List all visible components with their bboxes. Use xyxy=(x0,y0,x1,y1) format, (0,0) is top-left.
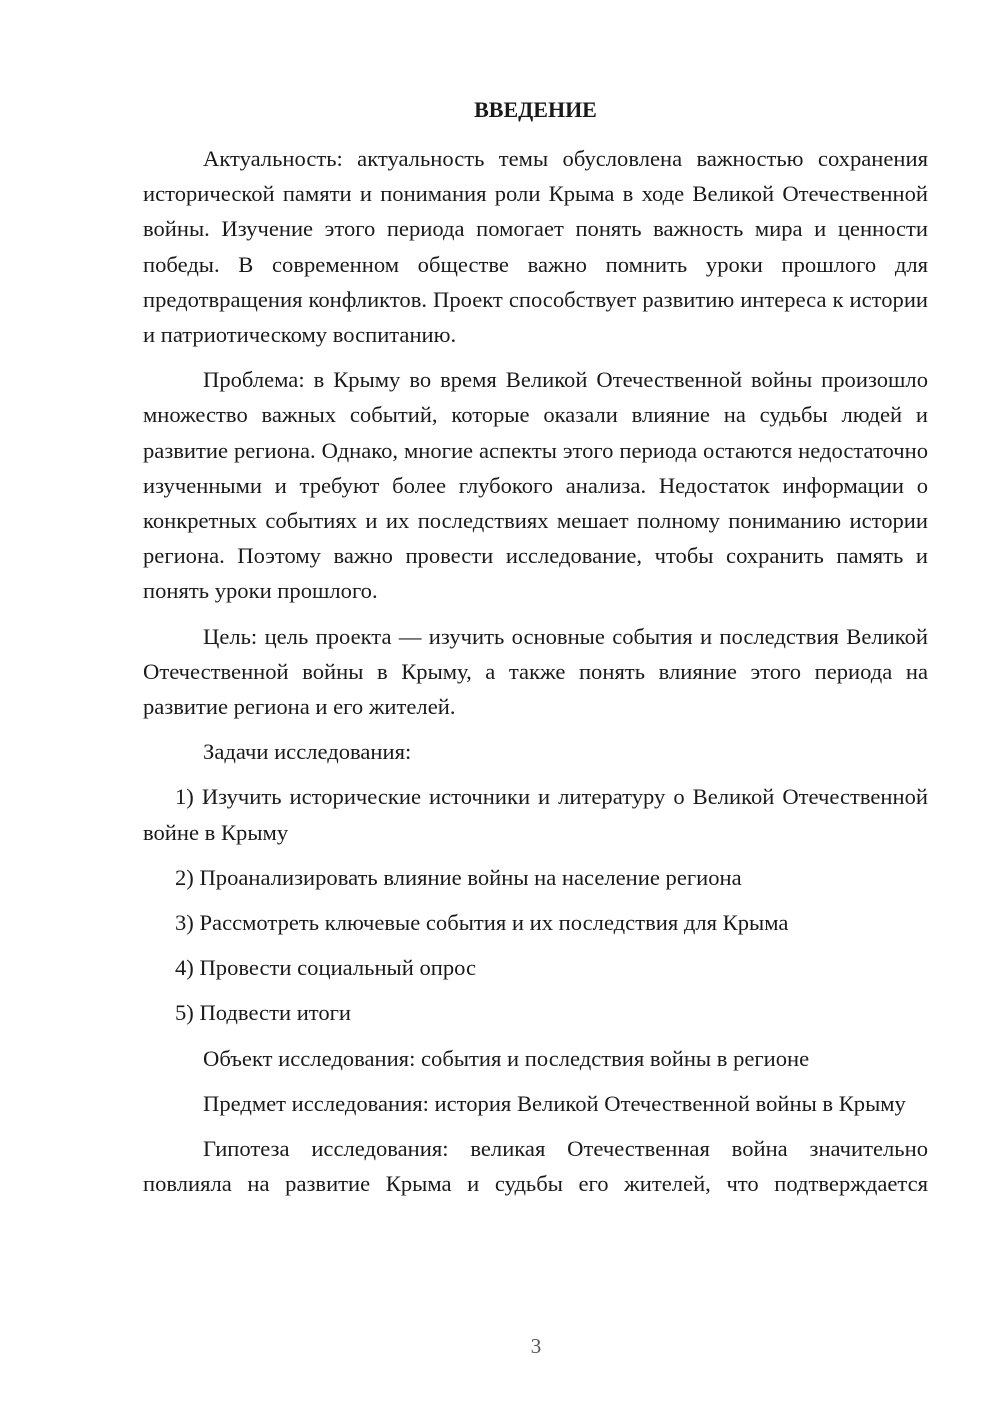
document-page xyxy=(143,92,928,1211)
goal-paragraph: Цель: цель проекта — изучить основные события и последствия Великой Отечественной войны в Крыму, а также понять влияние этого периода на развитие региона и его жителей. xyxy=(143,623,928,720)
research-object-paragraph: Объект исследования: события и последствия войны в регионе xyxy=(203,1045,810,1071)
section-title: ВВЕДЕНИЕ xyxy=(474,97,597,122)
research-subject-paragraph: Предмет исследования: история Великой Отечественной войны в Крыму xyxy=(203,1090,906,1116)
relevance-paragraph: Актуальность: актуальность темы обусловлена важностью сохранения исторической памяти и понимания роли Крыма в ходе Великой Отечественной войны. Изучение этого периода помогает понять важность мира и ценности победы. В современном обществе важно помнить уроки прошлого для предотвращения конфликтов. Проект способствует развитию интереса к истории и патриотическому воспитанию. xyxy=(143,146,928,348)
task-item: 1) Изучить исторические источники и литературу о Великой Отечественной войне в Крыму xyxy=(143,784,928,845)
task-item: 5) Подвести итоги xyxy=(175,1000,352,1026)
task-item: 2) Проанализировать влияние войны на население региона xyxy=(175,864,742,890)
hypothesis-paragraph: Гипотеза исследования: великая Отечественная война значительно повлияла на развитие Крыма и судьбы его жителей, что подтверждается xyxy=(143,1136,928,1197)
task-item: 4) Провести социальный опрос xyxy=(175,955,477,981)
problem-paragraph: Проблема: в Крыму во время Великой Отечественной войны произошло множество важных событий, которые оказали влияние на судьбы людей и развитие региона. Однако, многие аспекты этого периода остаются недостаточно изученными и требуют более глубокого анализа. Недостаток информации о конкретных событиях и их последствиях мешает полному пониманию истории региона. Поэтому важно провести исследование, чтобы сохранить память и понять уроки прошлого. xyxy=(143,367,928,604)
page-number: 3 xyxy=(530,1334,542,1358)
task-item: 3) Рассмотреть ключевые события и их последствия для Крыма xyxy=(175,910,789,936)
tasks-heading: Задачи исследования: xyxy=(203,739,412,765)
